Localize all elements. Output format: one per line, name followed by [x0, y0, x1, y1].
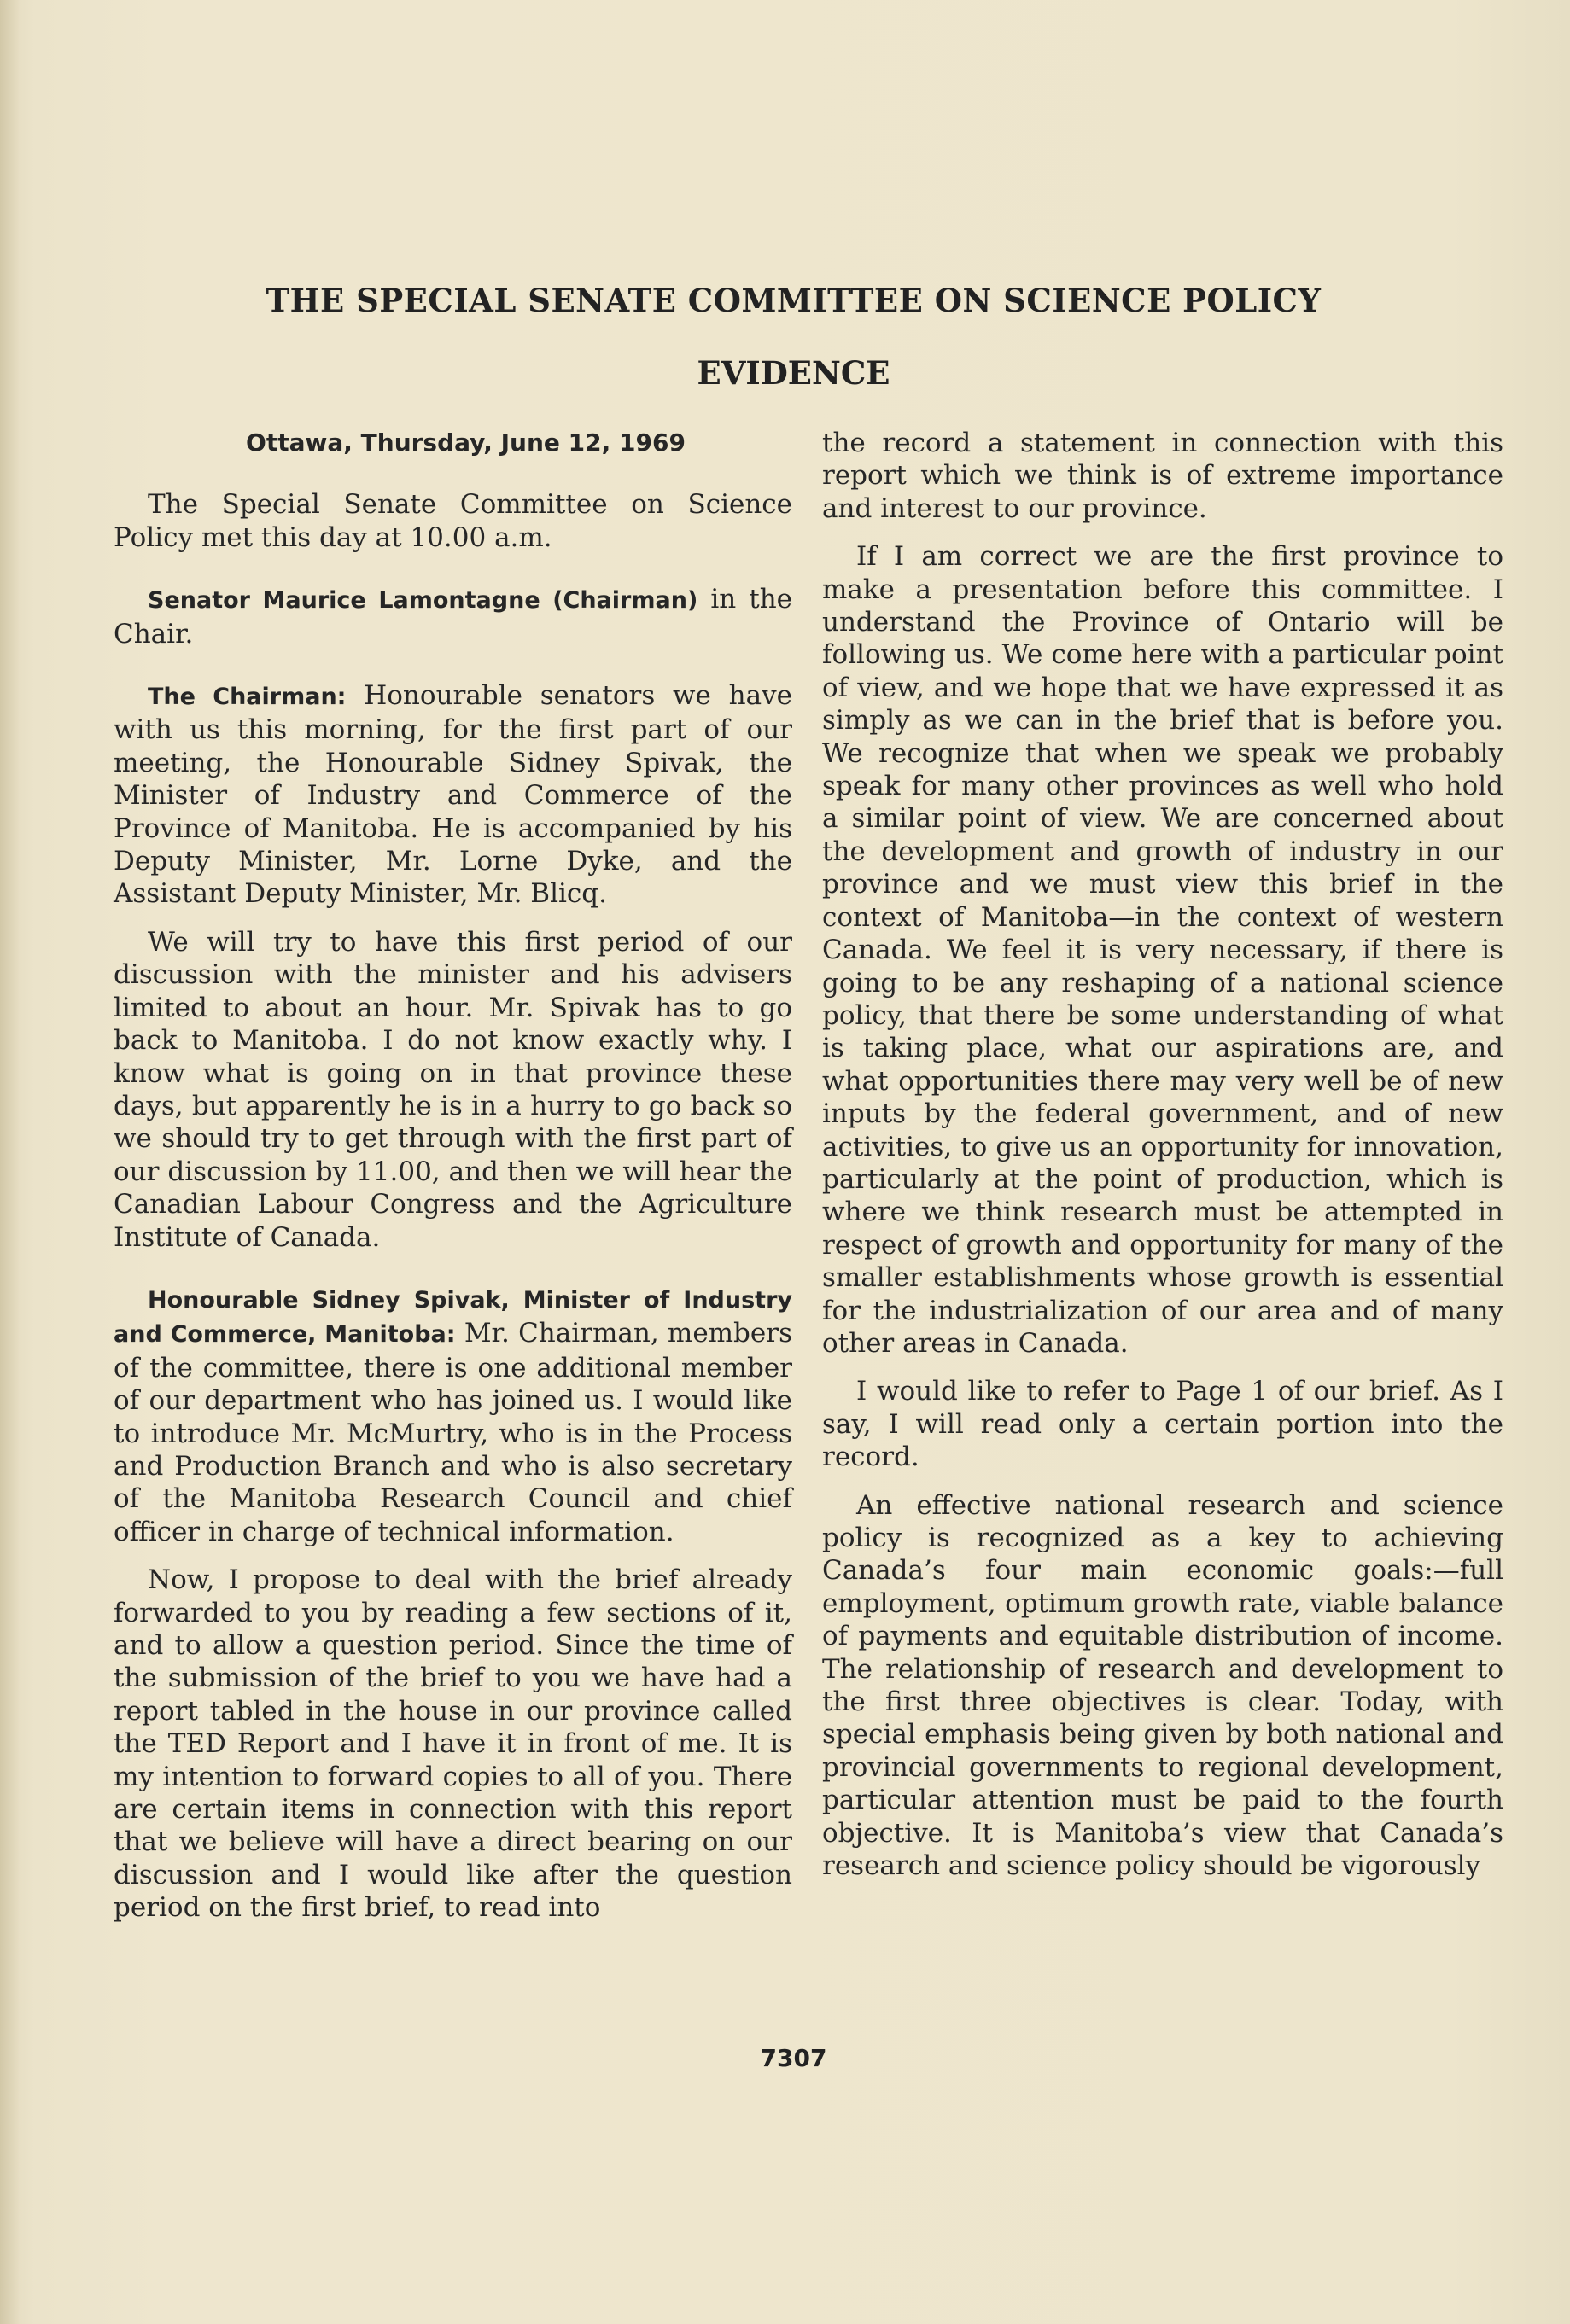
paragraph-text: Honourable senators we have with us this morning, for the first part of our meeting, the Honourable Sidney Spivak, the Minister of Industry and Commerce of the Province of Manitoba. He is accompanied by his Deputy Minister, Mr. Lorne Dyke, and the Assistant Deputy Minister, Mr. Blicq.	[114, 680, 792, 910]
document-title: THE SPECIAL SENATE COMMITTEE ON SCIENCE POLICY	[266, 282, 1322, 319]
left-column	[114, 427, 792, 1925]
paragraph-text: Mr. Chairman, members of the committee, there is one additional member of our department who has joined us. I would like to introduce Mr. McMurtry, who is in the Process and Production Branch and who is also secretary of the Manitoba Research Council and chief officer in charge of technical information.	[114, 1318, 792, 1547]
paragraph-text: in the Chair.	[114, 584, 793, 649]
dateline: Ottawa, Thursday, June 12, 1969	[246, 428, 686, 457]
paragraph-meeting-opened: The Special Senate Committee on Science Policy met this day at 10.00 a.m.	[114, 489, 792, 553]
speaker-name: Senator Maurice Lamontagne (Chairman)	[148, 587, 698, 614]
paragraph-spivak-remarks	[114, 1283, 792, 1548]
right-column	[822, 427, 1503, 1882]
paragraph-spivak-continued: Now, I propose to deal with the brief already forwarded to you by reading a few sections of it, and to allow a question period. Since the time of the submission of the brief to you we have had a report tabled in the house in our province called the TED Report and I have it in front of me. It is my intention to forward copies to all of you. There are certain items in connection with this report that we believe will have a direct bearing on our discussion and I would like after the question period on the first brief, to read into	[114, 1564, 792, 1924]
paragraph-national-policy: An effective national research and science policy is recognized as a key to achieving Canada’s four main economic goals:—full employment, optimum growth rate, viable balance of payments and equitable distribution of income. The relationship of research and development to the first three objectives is clear. Today, with special emphasis being given by both national and provincial governments to regional development, particular attention must be paid to the fourth objective. It is Manitoba’s view that Canada’s research and science policy should be vigorously	[822, 1489, 1503, 1882]
speaker-name: Honourable Sidney Spivak, Minister of Industry and Commerce, Manitoba:	[114, 1286, 792, 1348]
speaker-name: The Chairman:	[148, 684, 347, 711]
paragraph-chair	[114, 583, 792, 650]
paragraph-refer-page-1: I would like to refer to Page 1 of our brief. As I say, I will read only a certain portion into the record.	[822, 1376, 1503, 1473]
paragraph-continued: the record a statement in connection with this report which we think is of extreme importance and interest to our province.	[822, 428, 1503, 524]
document-subtitle: EVIDENCE	[697, 354, 890, 392]
paragraph-chairman-remarks	[114, 679, 792, 911]
binding-edge	[0, 0, 19, 2324]
page-number: 7307	[760, 2044, 827, 2072]
paragraph-chairman-continued: We will try to have this first period of our discussion with the minister and his advisers limited to about an hour. Mr. Spivak has to go back to Manitoba. I do not know exactly why. I know what is going on in that province these days, but apparently he is in a hurry to go back so we should try to get through with the first part of our discussion by 11.00, and then we will hear the Canadian Labour Congress and the Agriculture Institute of Canada.	[114, 926, 792, 1253]
paragraph-first-province: If I am correct we are the first province to make a presentation before this committee. I understand the Province of Ontario will be following us. We come here with a particular point of view, and we hope that we have expressed it as simply as we can in the brief that is before you. We recognize that when we speak we probably speak for many other provinces as well who hold a similar point of view. We are concerned about the development and growth of industry in our province and we must view this brief in the context of Manitoba—in the context of western Canada. We feel it is very necessary, if there is going to be any reshaping of a national science policy, that there be some understanding of what is taking place, what our aspirations are, and what opportunities there may very well be of new inputs by the federal government, and of new activities, to give us an opportunity for innovation, particularly at the point of production, which is where we think research must be attempted in respect of growth and opportunity for many of the smaller establishments whose growth is essential for the industrialization of our area and of many other areas in Canada.	[822, 541, 1503, 1359]
